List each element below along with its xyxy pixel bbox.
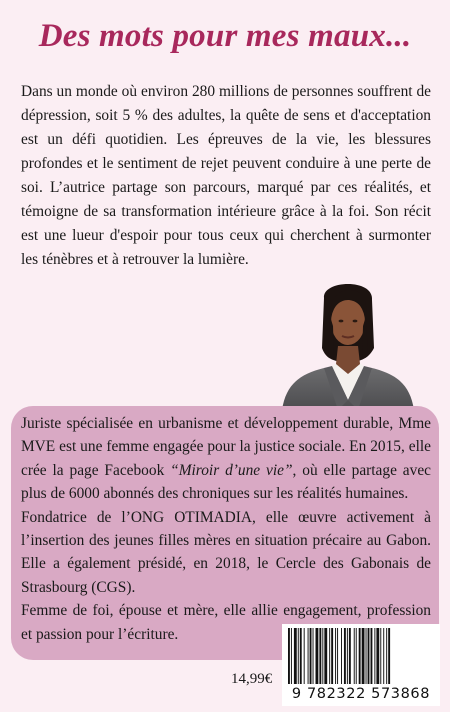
- barcode-bar: [300, 628, 302, 684]
- intro-paragraph: Dans un monde où environ 280 millions de personnes souffrent de dépression, soit 5 % des adultes, la quête de sens et d'acceptation est un défi quotidien. Les épreuves de la vie, les blessures profondes et le sentiment de rejet peuvent conduire à une perte de soi. L’autrice partage son parcours, marqué par ces réalités, et témoigne de sa transformation intérieure grâce à la foi. Son récit est une lueur d'espoir pour tous ceux qui cherchent à surmonter les ténèbres et à retrouver la lumière.: [21, 83, 431, 268]
- barcode-bar: [322, 628, 323, 684]
- barcode-bar: [380, 628, 381, 684]
- barcode-bar: [383, 628, 384, 684]
- barcode-bar: [388, 628, 390, 684]
- barcode-bar: [376, 628, 379, 684]
- barcode-bar: [294, 628, 297, 684]
- barcode-bar: [386, 628, 387, 684]
- barcode-bar: [319, 628, 321, 684]
- barcode-bar: [288, 628, 290, 684]
- bio-paragraph-2: Fondatrice de l’ONG OTIMADIA, elle œuvre activement à l’insertion des jeunes filles mères en situation précaire au Gabon. Elle a également présidé, en 2018, le Cercle des Gabonais de Strasbourg (CGS).: [21, 508, 431, 596]
- barcode-bar: [310, 628, 312, 684]
- barcode-bar: [371, 628, 373, 684]
- book-title: Des mots pour mes maux...: [38, 18, 412, 54]
- author-bio: [21, 412, 431, 646]
- bio-paragraph-1: [21, 412, 431, 506]
- barcode-bar: [337, 628, 338, 684]
- barcode-bar: [331, 628, 333, 684]
- barcode-bar: [374, 628, 375, 684]
- barcode-bar: [304, 628, 305, 684]
- intro-text: [21, 80, 431, 272]
- bio-p1-end: , où elle partage avec plus de 6000 abonnés des chroniques sur les réalités humaines.: [21, 461, 431, 503]
- barcode-bar: [308, 628, 309, 684]
- author-portrait: [278, 276, 418, 410]
- barcode-bar: [291, 628, 292, 684]
- barcode-bar: [347, 628, 348, 684]
- barcode-bar: [356, 628, 357, 684]
- isbn-digits: 9 782322 573868: [291, 686, 431, 702]
- barcode-bar: [349, 628, 351, 684]
- barcode-bar: [368, 628, 370, 684]
- barcode-bar: [324, 628, 327, 684]
- facebook-page-name: “Miroir d’une vie”: [170, 461, 293, 479]
- barcode-bar: [313, 628, 314, 684]
- barcode-bar: [344, 628, 346, 684]
- barcode-bar: [329, 628, 330, 684]
- barcode-bar: [298, 628, 299, 684]
- barcode-bar: [316, 628, 319, 684]
- barcode-bar: [366, 628, 367, 684]
- barcode-bar: [362, 628, 365, 684]
- price-label: 14,99€: [231, 671, 273, 687]
- bio-paragraph-3: Femme de foi, épouse et mère, elle allie engagement, profession et passion pour l’écriture.: [21, 602, 431, 643]
- barcode-bar: [335, 628, 336, 684]
- barcode-bar: [359, 628, 361, 684]
- barcode-bar: [341, 628, 342, 684]
- barcode-bar: [354, 628, 355, 684]
- barcode-bars: [282, 624, 440, 686]
- bio-p1-start: Juriste spécialisée en urbanisme et développement durable, Mme MVE est une femme engagée pour la justice sociale. En 2015, elle crée la page Facebook: [21, 415, 431, 479]
